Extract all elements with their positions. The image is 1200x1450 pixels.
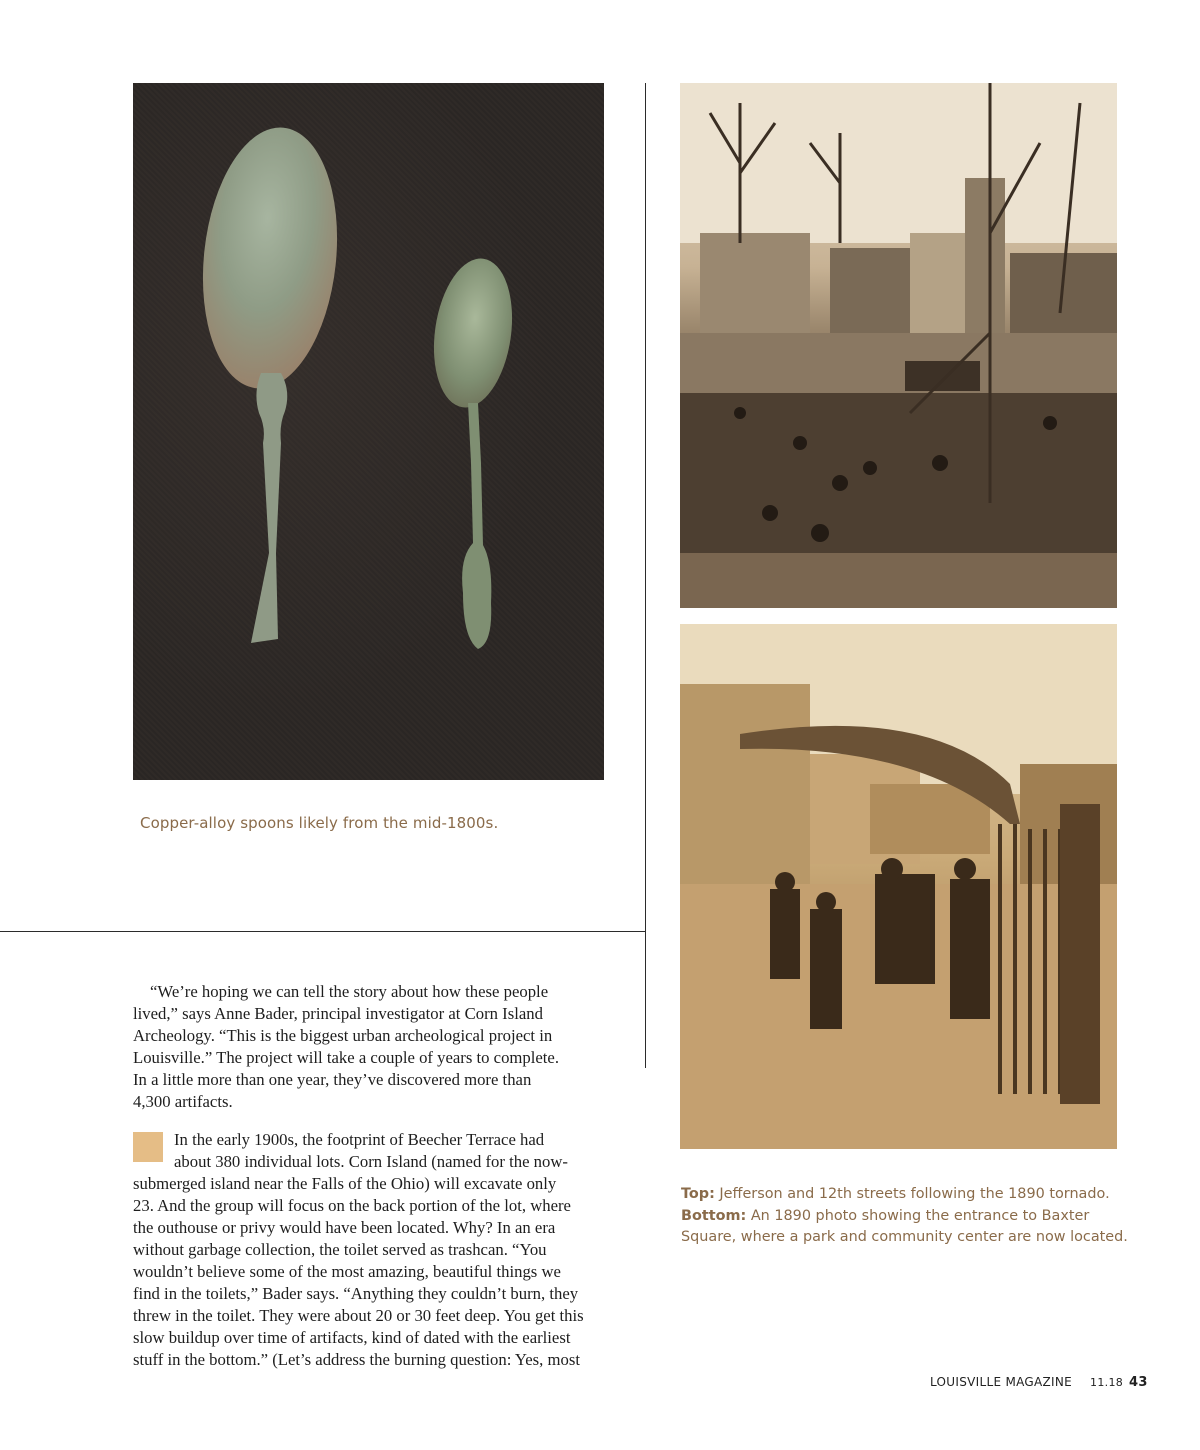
- text-line: 23. And the group will focus on the back portion of the lot, where: [133, 1196, 571, 1215]
- issue-date: 11.18: [1090, 1376, 1124, 1389]
- copper-spoons-image: [133, 83, 604, 780]
- baxter-square-image: [680, 624, 1117, 1149]
- text-line: 4,300 artifacts.: [133, 1092, 233, 1111]
- text-line: Archeology. “This is the biggest urban archeological project in: [133, 1026, 553, 1045]
- text-line: Louisville.” The project will take a couple of years to complete.: [133, 1048, 560, 1067]
- text-line: In a little more than one year, they’ve discovered more than: [133, 1070, 532, 1089]
- tornado-aftermath-image: [680, 83, 1117, 608]
- caption-top-text: Jefferson and 12th streets following the 1890 tornado.: [714, 1186, 1110, 1202]
- text-line: “We’re hoping we can tell the story about how these people: [150, 982, 549, 1001]
- article-paragraph-1: [133, 981, 613, 1113]
- tornado-photo: [680, 83, 1117, 608]
- spoons-caption: Copper-alloy spoons likely from the mid-1800s.: [140, 814, 499, 832]
- text-line: In the early 1900s, the footprint of Beecher Terrace had: [174, 1130, 545, 1149]
- article-paragraph-2: [133, 1129, 613, 1371]
- text-line: the outhouse or privy would have been located. Why? In an era: [133, 1218, 556, 1237]
- page-number: 43: [1129, 1375, 1148, 1390]
- text-line: wouldn’t believe some of the most amazing, beautiful things we: [133, 1262, 561, 1281]
- text-line: stuff in the bottom.” (Let’s address the burning question: Yes, most: [133, 1350, 580, 1369]
- page-footer: [930, 1375, 1148, 1390]
- text-line: without garbage collection, the toilet served as trashcan. “You: [133, 1240, 547, 1259]
- text-line: about 380 individual lots. Corn Island (named for the now-: [174, 1152, 568, 1171]
- text-line: threw in the toilet. They were about 20 or 30 feet deep. You get this: [133, 1306, 584, 1325]
- text-line: find in the toilets,” Bader says. “Anything they couldn’t burn, they: [133, 1284, 579, 1303]
- text-line: slow buildup over time of artifacts, kind of dated with the earliest: [133, 1328, 571, 1347]
- caption-bottom-label: Bottom:: [681, 1207, 747, 1224]
- spoons-photo: [133, 83, 604, 780]
- photo-caption: [681, 1184, 1131, 1249]
- caption-top-label: Top:: [681, 1186, 715, 1202]
- section-divider: [0, 931, 645, 932]
- baxter-square-photo: [680, 624, 1117, 1149]
- magazine-name: LOUISVILLE MAGAZINE: [930, 1375, 1073, 1389]
- column-divider: [645, 83, 646, 1068]
- text-line: submerged island near the Falls of the Ohio) will excavate only: [133, 1174, 557, 1193]
- caption-bottom-text: An 1890 photo showing the entrance to Baxter Square, where a park and community center are now located.: [681, 1207, 1128, 1245]
- text-line: lived,” says Anne Bader, principal investigator at Corn Island: [133, 1004, 543, 1023]
